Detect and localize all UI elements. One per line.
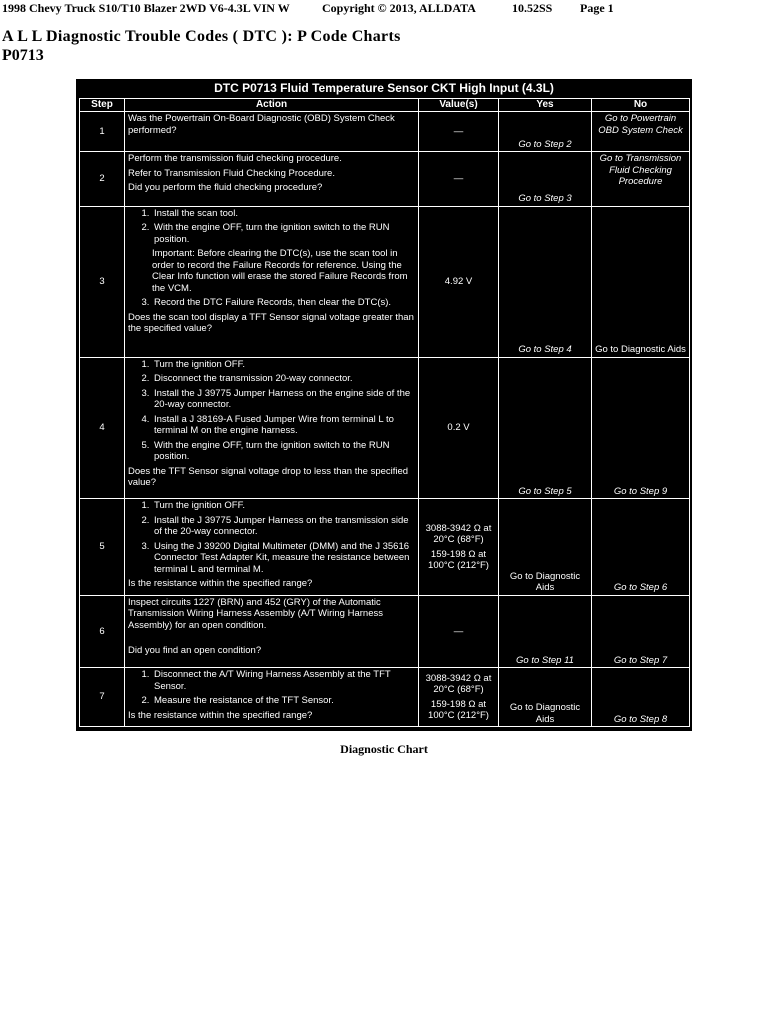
no-link[interactable]: Go to Step 7 xyxy=(592,595,690,668)
step-value xyxy=(419,668,499,727)
table-row xyxy=(80,206,690,357)
step-value: — xyxy=(419,112,499,152)
vehicle-info: 1998 Chevy Truck S10/T10 Blazer 2WD V6-4.3L VIN W xyxy=(2,1,290,15)
step-question: Is the resistance within the specified range? xyxy=(128,709,313,721)
action-item: 3. Record the DTC Failure Records, then clear the DTC(s). xyxy=(152,297,415,309)
copyright: Copyright © 2013, ALLDATA xyxy=(322,1,476,15)
diagnostic-chart xyxy=(76,79,692,731)
step-question: Did you perform the fluid checking procedure? xyxy=(128,182,323,194)
value-line: 20°C (68°F) xyxy=(433,534,484,545)
yes-link[interactable]: Go to Diagnostic Aids xyxy=(499,668,592,727)
col-no: No xyxy=(592,99,690,112)
chart-caption: Diagnostic Chart xyxy=(340,742,428,756)
value-line: 3088-3942 Ω at xyxy=(425,672,492,684)
no-link[interactable]: Go to Powertrain OBD System Check xyxy=(592,112,690,152)
action-item: 1. Disconnect the A/T Wiring Harness Assembly at the TFT Sensor. xyxy=(152,669,415,692)
yes-link[interactable]: Go to Step 4 xyxy=(499,206,592,357)
step-instruction: Perform the transmission fluid checking procedure. xyxy=(128,153,342,165)
step-value xyxy=(419,499,499,596)
action-item: 1. Turn the ignition OFF. xyxy=(152,359,415,371)
important-note: Important: Before clearing the DTC(s), use the scan tool in order to record the Failure Records for reference. Using the Clear Info function will erase the stored Failure Records from the VCM. xyxy=(152,248,408,294)
value-line: 159-198 Ω at xyxy=(430,548,487,560)
action-item: 3. Using the J 39200 Digital Multimeter (DMM) and the J 35616 Connector Test Adapter Kit, measure the resistance between terminal L and terminal M. xyxy=(152,541,415,576)
step-question: Did you find an open condition? xyxy=(128,645,262,657)
dtc-table xyxy=(79,98,690,727)
action-item: 5. With the engine OFF, turn the ignition switch to the RUN position. xyxy=(152,440,415,463)
chart-title: DTC P0713 Fluid Temperature Sensor CKT High Input (4.3L) xyxy=(214,81,554,95)
table-row xyxy=(80,112,690,152)
table-row xyxy=(80,668,690,727)
version: 10.52SS xyxy=(512,1,553,15)
yes-link[interactable]: Go to Step 3 xyxy=(499,152,592,206)
action-item: 1. Turn the ignition OFF. xyxy=(152,500,415,512)
action-item: 2. With the engine OFF, turn the ignition switch to the RUN position. xyxy=(152,222,415,245)
no-link[interactable]: Go to Transmission Fluid Checking Procedure xyxy=(592,152,690,206)
step-number: 1 xyxy=(80,112,125,152)
step-action xyxy=(125,357,419,498)
action-item: 2. Install the J 39775 Jumper Harness on the transmission side of the 20-way connector. xyxy=(152,515,415,538)
step-instruction: Refer to Transmission Fluid Checking Procedure. xyxy=(128,167,335,179)
step-question: Does the TFT Sensor signal voltage drop to less than the specified value? xyxy=(128,465,409,489)
step-number: 3 xyxy=(80,206,125,357)
no-link[interactable]: Go to Diagnostic Aids xyxy=(592,206,690,357)
step-action xyxy=(125,499,419,596)
step-question: Was the Powertrain On-Board Diagnostic (OBD) System Check performed? xyxy=(128,113,395,136)
action-item: 2. Disconnect the transmission 20-way connector. xyxy=(152,373,415,385)
action-item: 1. Install the scan tool. xyxy=(152,208,415,220)
action-item: 4. Install a J 38169-A Fused Jumper Wire from terminal L to terminal M on the engine harness. xyxy=(152,414,415,437)
step-action xyxy=(125,152,419,206)
value-line: 20°C (68°F) xyxy=(433,684,484,696)
yes-link[interactable]: Go to Step 2 xyxy=(499,112,592,152)
page-header xyxy=(2,1,614,16)
col-values: Value(s) xyxy=(419,99,499,112)
yes-link[interactable]: Go to Step 5 xyxy=(499,357,592,498)
table-row xyxy=(80,499,690,596)
table-row xyxy=(80,595,690,668)
value-line: 100°C (212°F) xyxy=(428,710,489,722)
step-number: 7 xyxy=(80,668,125,727)
step-action xyxy=(125,668,419,727)
step-action xyxy=(125,112,419,152)
table-header-row xyxy=(80,99,690,112)
table-row xyxy=(80,152,690,206)
col-yes: Yes xyxy=(499,99,592,112)
page-number: Page 1 xyxy=(580,1,614,15)
value-line: 100°C (212°F) xyxy=(428,560,489,571)
step-value: — xyxy=(419,152,499,206)
col-step: Step xyxy=(80,99,125,112)
yes-link[interactable]: Go to Step 11 xyxy=(499,595,592,668)
step-number: 5 xyxy=(80,499,125,596)
table-row xyxy=(80,357,690,498)
value-line: 3088-3942 Ω at xyxy=(425,522,492,534)
no-link[interactable]: Go to Step 8 xyxy=(592,668,690,727)
step-value: 4.92 V xyxy=(419,206,499,357)
action-item: 3. Install the J 39775 Jumper Harness on the engine side of the 20-way connector. xyxy=(152,388,415,411)
col-action: Action xyxy=(125,99,419,112)
value-line: 159-198 Ω at xyxy=(430,698,487,710)
step-instruction: Inspect circuits 1227 (BRN) and 452 (GRY) of the Automatic Transmission Wiring Harness Assembly (A/T Wiring Harness Assembly) for an open condition. xyxy=(128,596,383,631)
step-action xyxy=(125,595,419,668)
page-title: A L L Diagnostic Trouble Codes ( DTC ): P Code Charts xyxy=(2,28,401,45)
step-number: 2 xyxy=(80,152,125,206)
step-question: Is the resistance within the specified range? xyxy=(128,578,313,590)
no-link[interactable]: Go to Step 6 xyxy=(592,499,690,596)
step-value: 0.2 V xyxy=(419,357,499,498)
yes-link[interactable]: Go to Diagnostic Aids xyxy=(499,499,592,596)
step-question: Does the scan tool display a TFT Sensor signal voltage greater than the specified value? xyxy=(128,311,414,335)
no-link[interactable]: Go to Step 9 xyxy=(592,357,690,498)
step-action xyxy=(125,206,419,357)
dtc-code: P0713 xyxy=(2,47,44,64)
step-number: 4 xyxy=(80,357,125,498)
action-item: 2. Measure the resistance of the TFT Sensor. xyxy=(152,695,415,707)
step-number: 6 xyxy=(80,595,125,668)
step-value: — xyxy=(419,595,499,668)
